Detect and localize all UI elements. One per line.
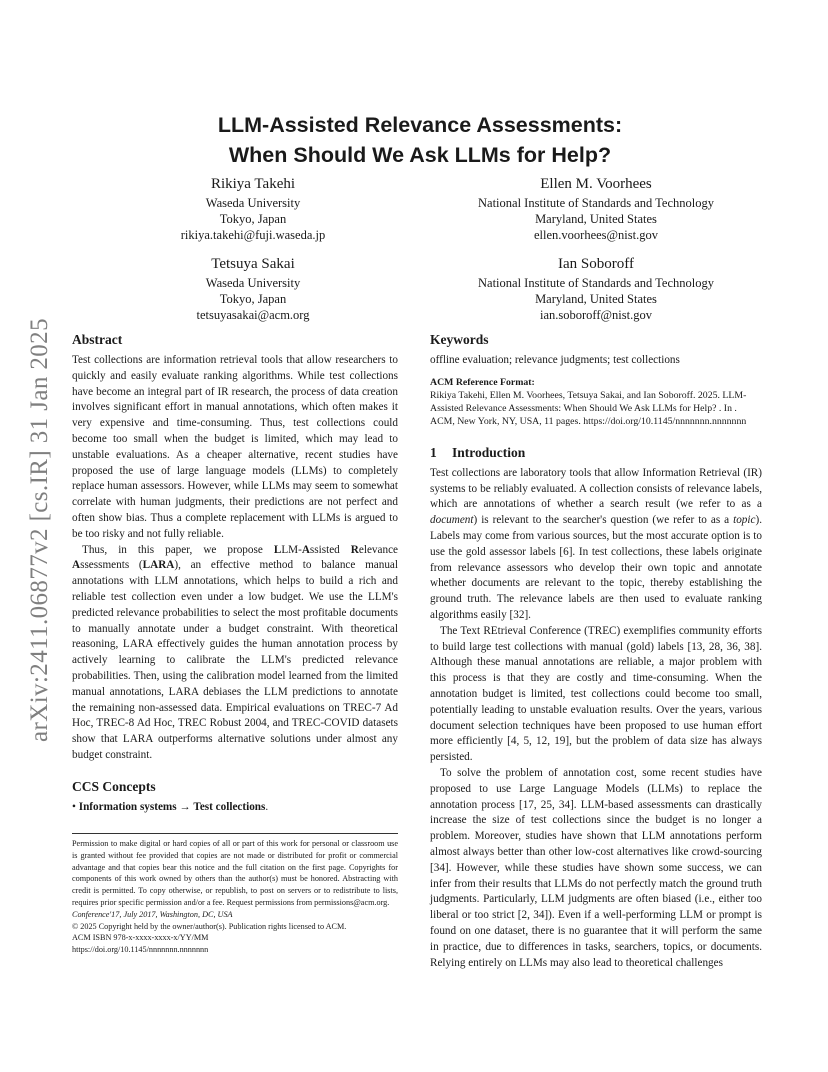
author-email: ellen.voorhees@nist.gov (534, 228, 658, 242)
author-name: Rikiya Takehi (210, 176, 296, 192)
conference-venue: Conference'17, July 2017, Washington, DC, USA (72, 909, 233, 919)
author-location: Tokyo, Japan (219, 292, 287, 306)
author-email: ian.soboroff@nist.gov (540, 308, 652, 322)
author-email: rikiya.takehi@fuji.waseda.jp (180, 228, 326, 242)
footnote-divider (72, 833, 398, 834)
intro-paragraph-2: The Text REtrieval Conference (TREC) exemplifies community efforts to build large test collections with manual (gold) labels [13, 28, 36, 38]. Although these manual annotations are reliable, a major problem with this process is that they are costly and time-consuming. When the annotation budget is limited, test collections could become too small, potentially leading to unstable evaluation results. Over the years, various document selection techniques have been proposed to use human effort more efficiently [4, 5, 12, 19], but the problem of data size has always persisted. (430, 624, 762, 764)
author-affiliation: Waseda University (205, 276, 301, 290)
copyright-footnote (72, 838, 398, 956)
author-block-2 (430, 174, 762, 243)
author-affiliation: National Institute of Standards and Technology (478, 276, 714, 290)
right-column (430, 331, 762, 971)
intro-paragraph-3: To solve the problem of annotation cost, some recent studies have proposed to use Large Language Models (LLMs) to replace the annotation process [17, 25, 34]. LLM-based assessments can drastically increase the size of test collections since the budget is no longer a problem. Moreover, studies have shown that LLM annotations perform almost always better than other low-cost alternatives like crowd-sourcing [34]. However, while these studies have shown some success, we can infer from their results that LLMs do not perfectly match the ground truth judgments. Particularly, LLM judgments are often biased (i.e., either too liberal or too strict [2, 34]). Even if a well-performing LLM or prompt is found on one dataset, there is no guarantee that it will perform the same in practice, due to differences in tasks, searchers, topics, or documents. Relying entirely on LLMs may also lead to theoretical challenges (430, 766, 762, 969)
keywords-text: offline evaluation; relevance judgments; test collections (430, 354, 680, 366)
abstract-paragraph-2: Thus, in this paper, we propose LLM-Assisted Relevance Assessments (LARA), an effective method to balance manual annotations with LLM annotations, which helps to build a rich and reliable test collection even under a low budget. We use the LLM's predicted relevance probabilities to select the most profitable documents to manually annotate under a budget constraint. With theoretical reasoning, LARA effectively guides the human annotation process by actively learning to calibrate the LLM's predicted relevance probabilities. Then, using the calibration model learned from the limited manual annotations, LARA debiases the LLM predictions to annotate the remaining non-assessed data. Empirical evaluations on TREC-7 Ad Hoc, TREC-8 Ad Hoc, TREC Robust 2004, and TREC-COVID datasets show that LARA outperforms alternative solutions under almost any budget constraint. (72, 543, 398, 761)
title-line-1: LLM-Assisted Relevance Assessments: (217, 113, 623, 137)
arxiv-identifier-stamp (18, 300, 62, 760)
author-block-1 (140, 174, 366, 243)
keywords-heading: Keywords (430, 332, 489, 347)
author-name: Ellen M. Voorhees (540, 176, 652, 192)
ccs-concept: • Information systems → Test collections. (72, 800, 269, 813)
author-affiliation: National Institute of Standards and Technology (478, 196, 714, 210)
author-name: Tetsuya Sakai (211, 256, 295, 272)
section-title: Introduction (452, 444, 526, 460)
abstract-paragraph-1: Test collections are information retrieval tools that allow researchers to quickly and easily evaluate ranking algorithms. While test collections have become an integral part of IR research, the process of data creation involves significant effort in manual annotations, which often makes it very expensive and time-consuming. Thus, test collections could become too small when the budget is limited, which may lead to unstable evaluations. As a cheaper alternative, recent studies have proposed the use of large language models (LLMs) to completely replace human assessors. However, while LLMs may seem to somewhat correlate with human judgments, their predictions are not perfect and often show bias. Thus a complete replacement with LLMs is argued to be too risky and not fully reliable. (72, 354, 398, 540)
left-column (72, 331, 398, 816)
author-name: Ian Soboroff (558, 256, 634, 272)
isbn-line: ACM ISBN 978-x-xxxx-xxxx-x/YY/MM (72, 933, 209, 943)
abstract-heading: Abstract (72, 332, 123, 347)
author-block-3 (140, 254, 366, 323)
author-email: tetsuyasakai@acm.org (196, 308, 310, 322)
copyright-line: © 2025 Copyright held by the owner/author(s). Publication rights licensed to ACM. (72, 921, 347, 931)
author-block-4 (430, 254, 762, 323)
author-location: Maryland, United States (535, 212, 657, 226)
ccs-heading: CCS Concepts (72, 778, 156, 794)
author-affiliation: Waseda University (205, 196, 301, 210)
doi-link[interactable]: https://doi.org/10.1145/nnnnnnn.nnnnnnn (72, 945, 209, 955)
acm-reference-text: Rikiya Takehi, Ellen M. Voorhees, Tetsuya Sakai, and Ian Soboroff. 2025. LLM-Assisted Relevance Assessments: When Should We Ask LLMs for Help? . In . ACM, New York, NY, USA, 11 pages. https://doi.org/10.1145/nnnnnnn.nnnnnnn (430, 389, 747, 427)
section-number: 1 (430, 444, 437, 460)
arxiv-id: arXiv:2411.06877v2 [cs.IR] 31 Jan 2025 (26, 318, 53, 742)
intro-paragraph-1: Test collections are laboratory tools that allow Information Retrieval (IR) systems to be reliably evaluated. A collection consists of relevance labels, which are annotations of whether a search result (we refer to as a document) is relevant to the searcher's question (we refer to as a topic). Labels may come from various sources, but the most accurate option is to use the gold assessor labels [6]. In test collections, these labels originate from relevance assessors who develop their own topic and annotate whether documents are relevant to the topic, thereby establishing the ground truth. The relevance labels are then used to evaluate ranking algorithms easily [32]. (430, 466, 762, 621)
paper-title (80, 110, 760, 170)
permission-notice: Permission to make digital or hard copies of all or part of this work for personal or classroom use is granted without fee provided that copies are not made or distributed for profit or commercial advantage and that copies bear this notice and the full citation on the first page. Copyrights for components of this work owned by others than the author(s) must be honored. Abstracting with credit is permitted. To copy otherwise, or republish, to post on servers or to redistribute to lists, requires prior specific permission and/or a fee. Request permissions from permissions@acm.org. (72, 839, 398, 907)
author-location: Maryland, United States (535, 292, 657, 306)
introduction-heading (430, 444, 762, 462)
author-location: Tokyo, Japan (219, 212, 287, 226)
acm-reference-heading: ACM Reference Format: (430, 376, 535, 388)
title-line-2: When Should We Ask LLMs for Help? (228, 143, 612, 167)
